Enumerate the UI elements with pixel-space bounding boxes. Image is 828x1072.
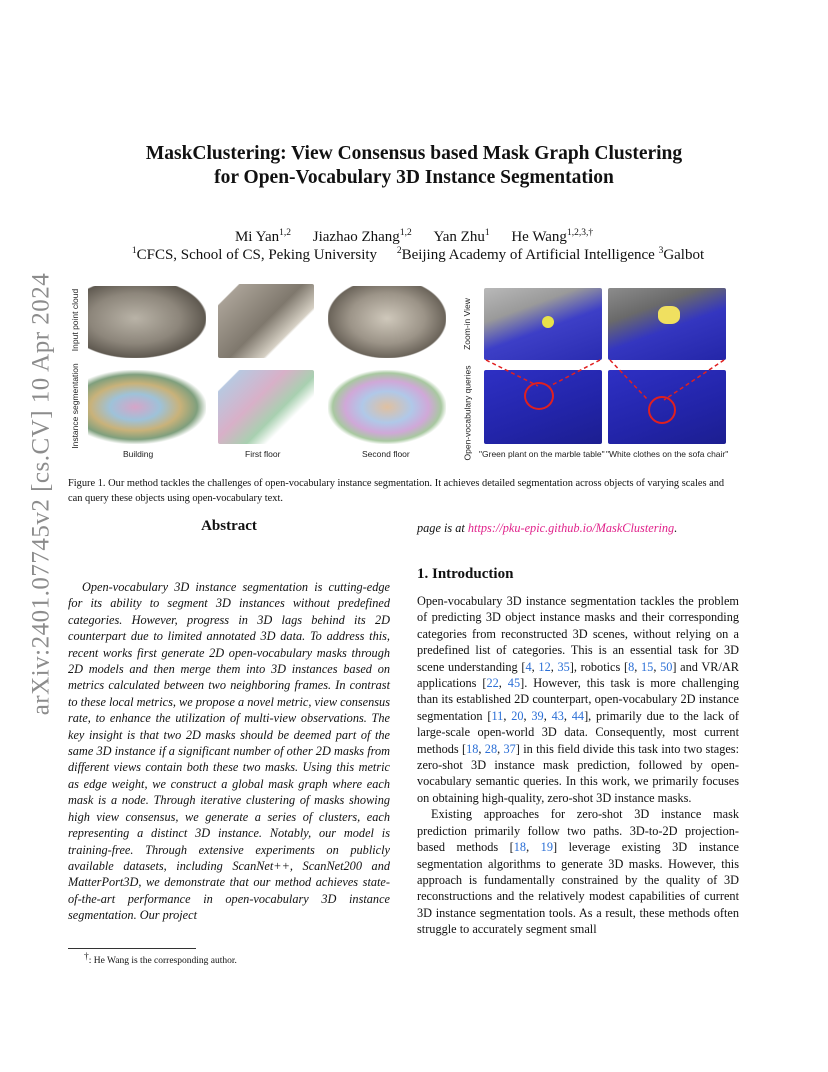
author: Jiazhao Zhang$^{1,2}$ (312, 228, 412, 245)
row-label-open-vocab: Open-vocabulary queries (462, 365, 473, 461)
citation-link[interactable]: 50 (660, 659, 673, 674)
title-line-1: MaskClustering: View Consensus based Mask Graph Clustering (145, 143, 683, 164)
footnote-rule (68, 948, 196, 949)
building-point-cloud-image (88, 286, 206, 358)
left-column (68, 518, 390, 924)
affiliation: $^2$Beijing Academy of Artificial Intelligence (396, 246, 659, 263)
paragraph-text: ]. However, this task is more challenging than its established 2D counterpart, open-vocabulary 2D instance segmentation [ (417, 676, 739, 723)
paragraph-text: , (523, 708, 532, 723)
figure-caption: Figure 1. Our method tackles the challenges of open-vocabulary instance segmentation. It achieves detailed segmentation across objects of varying scales and can query these objects using open-vocabulary text. (68, 478, 725, 504)
paragraph-text: , (497, 741, 504, 756)
second-floor-segmentation-image (328, 370, 446, 444)
citation-link[interactable]: 18 (513, 840, 527, 855)
paragraph-text: ] in this field divide this task into two stages: zero-shot 3D instance mask prediction, followed by open-vocabulary semantic queries. In this work, we primarily focuses on obtaining high-quality, zero-shot 3D instance masks. (417, 741, 740, 805)
project-page-link[interactable]: https://pku-epic.github.io/MaskClustering (467, 521, 675, 535)
paragraph-text: ], primarily due to the lack of large-scale open-world 3D data. Consequently, most current methods [ (417, 708, 739, 756)
arxiv-id-text: arXiv:2401.07745v2 [cs.CV] 10 Apr 2024 (27, 272, 55, 716)
author-list (90, 228, 738, 246)
affiliation: $^1$CFCS, School of CS, Peking University (131, 246, 378, 263)
affiliation: $^3$Galbot (658, 246, 705, 263)
citation-link[interactable]: 35 (557, 659, 570, 674)
first-floor-point-cloud-image (218, 284, 314, 358)
introduction-paragraph-1 (417, 593, 739, 806)
figure-1 (68, 282, 740, 462)
paragraph-text: , (634, 659, 642, 674)
footnote: †: He Wang is the corresponding author. (84, 952, 237, 967)
author: Yan Zhu$^1$ (433, 228, 490, 245)
column-label-second-floor: Second floor (362, 449, 410, 459)
citation-link[interactable]: 43 (551, 708, 564, 723)
paragraph-text: , (550, 659, 558, 674)
query-label-plant: "Green plant on the marble table" (479, 449, 605, 459)
introduction-heading: 1. Introduction (417, 566, 514, 582)
citation-link[interactable]: 8 (628, 659, 635, 674)
paragraph-text: , (478, 741, 485, 756)
right-column (417, 518, 739, 938)
citation-link[interactable]: 19 (540, 840, 553, 855)
zoom-connector-lines (484, 288, 726, 448)
paragraph-text: ], robotics [ (569, 659, 629, 674)
paper-title (90, 142, 738, 190)
paragraph-text: ] and VR/AR applications [ (417, 659, 739, 691)
paragraph-text: Existing approaches for zero-shot 3D instance mask prediction primarily follow two paths. 3D-to-2D projection-based methods [ (417, 807, 739, 855)
affiliation-list (90, 246, 738, 264)
row-label-zoom-in: Zoom-in View (462, 298, 472, 350)
paragraph-text: , (498, 676, 508, 691)
title-line-2: for Open-Vocabulary 3D Instance Segmentation (214, 167, 614, 188)
author: Mi Yan$^{1,2}$ (234, 228, 291, 245)
query-label-clothes: "White clothes on the sofa chair" (606, 449, 729, 459)
citation-link[interactable]: 44 (571, 708, 585, 723)
row-label-input: Input point cloud (70, 288, 81, 352)
paragraph-text: , (653, 659, 661, 674)
arxiv-side-stamp (27, 272, 55, 716)
paragraph-text: , (526, 840, 541, 855)
citation-link[interactable]: 28 (484, 741, 498, 756)
paragraph-text: , (531, 659, 539, 674)
citation-link[interactable]: 4 (525, 659, 532, 674)
citation-link[interactable]: 37 (503, 741, 516, 756)
column-label-first-floor: First floor (245, 449, 281, 459)
row-label-segmentation: Instance segmentation (70, 363, 80, 449)
citation-link[interactable]: 12 (538, 659, 551, 674)
citation-link[interactable]: 11 (491, 708, 504, 723)
paragraph-text: , (503, 708, 512, 723)
paragraph-text: , (543, 708, 552, 723)
author: He Wang$^{1,2,3,\dagger}$ (511, 228, 594, 245)
paragraph-text: ] leverage existing 3D instance segmentation algorithms to generate 3D masks. However, this approach is fundamentally constrained by the quality of 3D reconstructions and the relatively modest capabilities of current 3D instance segmentation tools. As a result, these methods often struggle to accurately segment small (417, 840, 739, 937)
paragraph-text: Open-vocabulary 3D instance segmentation tackles the problem of predicting 3D object instance masks and their corresponding categories from reconstructed 3D scenes, without relying on a predefined list of categories. This is an essential task for 3D scene understanding [ (417, 594, 739, 674)
citation-link[interactable]: 15 (641, 659, 654, 674)
first-floor-segmentation-image (218, 370, 314, 444)
citation-link[interactable]: 45 (507, 676, 521, 691)
citation-link[interactable]: 20 (511, 708, 524, 723)
citation-link[interactable]: 22 (486, 676, 499, 691)
introduction-paragraph-2 (417, 806, 739, 937)
building-segmentation-image (88, 370, 206, 444)
second-floor-point-cloud-image (328, 286, 446, 358)
abstract-heading: Abstract (201, 518, 257, 534)
abstract-text: Open-vocabulary 3D instance segmentation is cutting-edge for its ability to segment 3D instances without predefined categories. However, progress in 3D lags behind its 2D counterpart due to limited annotated 3D data. To address this, recent works first generate 2D open-vocabulary masks through 2D models and then merge them into 3D instances based on metrics calculated between two neighboring frames. In contrast to these local metrics, we propose a novel metric, view consensus rate, to enhance the utilization of multi-view observations. The key insight is that two 2D masks should be deemed part of the same 3D instance if a significant number of other 2D masks from different views contain both these two masks. Using this metric as edge weight, we construct a global mask graph where each mask is a node. Through iterative clustering of masks showing high view consensus, we generate a series of clusters, each representing a distinct 3D instance. Notably, our model is training-free. Through extensive experiments on publicly available datasets, including ScanNet++, ScanNet200 and MatterPort3D, we demonstrate that our method achieves state-of-the-art performance in open-vocabulary 3D instance segmentation. Our project (68, 580, 390, 923)
abstract-continuation: page is at https://pku-epic.github.io/MaskClustering. (417, 521, 678, 535)
column-label-building: Building (123, 449, 154, 459)
paragraph-text: , (563, 708, 572, 723)
citation-link[interactable]: 39 (531, 708, 544, 723)
citation-link[interactable]: 18 (466, 741, 479, 756)
